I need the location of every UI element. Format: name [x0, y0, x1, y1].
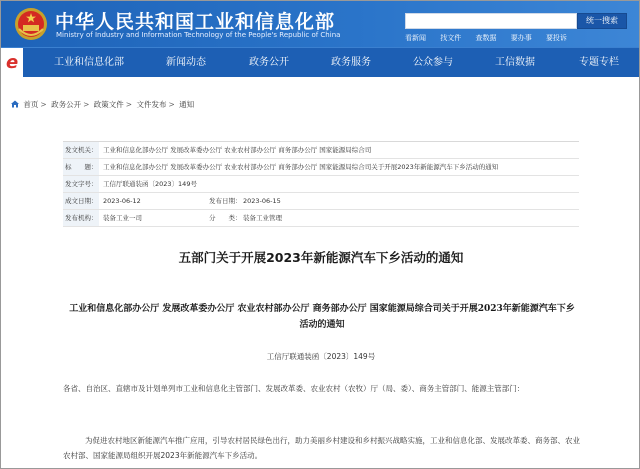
- breadcrumb-file-release[interactable]: 文件发布: [136, 100, 167, 109]
- nav-item-participation[interactable]: 公众参与: [413, 57, 453, 68]
- nav-item-news[interactable]: 新闻动态: [166, 57, 206, 68]
- info-label: 发布日期：: [209, 197, 242, 205]
- e-logo-icon: e: [6, 52, 19, 73]
- breadcrumb-separator: >: [40, 100, 47, 109]
- nav-item-miit[interactable]: 工业和信息化部: [54, 57, 124, 68]
- info-value: 工业和信息化部办公厅 发展改革委办公厅 农业农村部办公厅 商务部办公厅 国家能源局综合司关于开展2023年新能源汽车下乡活动的通知: [103, 163, 499, 171]
- info-value: 装备工业管理: [243, 214, 282, 222]
- info-label: 成文日期：: [63, 193, 99, 209]
- document-heading: 工业和信息化部办公厅 发展改革委办公厅 农业农村部办公厅 商务部办公厅 国家能源局综合司关于开展2023年新能源汽车下乡活动的通知: [69, 304, 575, 330]
- breadcrumb-separator: >: [83, 100, 90, 109]
- nav-item-data[interactable]: 工信数据: [495, 57, 535, 68]
- document-info-table: [63, 141, 579, 227]
- site-title: 中华人民共和国工业和信息化部: [55, 11, 336, 33]
- breadcrumb: [11, 99, 194, 110]
- info-label: 发布机构：: [63, 210, 99, 226]
- main-nav: [1, 47, 640, 77]
- nav-item-gov-service[interactable]: 政务服务: [331, 57, 371, 68]
- info-row-issuer: [63, 142, 579, 159]
- breadcrumb-policy[interactable]: 政策文件: [93, 100, 124, 109]
- paragraph-recipients: 各省、自治区、直辖市及计划单列市工业和信息化主管部门、发展改革委、农业农村（农牧）厅（局、委）、商务主管部门、能源主管部门：: [63, 384, 525, 393]
- paragraph-body: 为促进农村地区新能源汽车推广应用，引导农村居民绿色出行，助力美丽乡村建设和乡村振兴战略实施，工业和信息化部、发展改革委、商务部、农业农村部、国家能源局组织开展2023年新能源汽车下乡活动。: [63, 436, 580, 460]
- breadcrumb-separator: >: [168, 100, 175, 109]
- breadcrumb-gov-open[interactable]: 政务公开: [51, 100, 82, 109]
- nav-item-gov-open[interactable]: 政务公开: [249, 57, 289, 68]
- home-icon: [11, 100, 19, 108]
- info-row-dates: [63, 193, 579, 210]
- site-header: [1, 1, 640, 47]
- article-title: 五部门关于开展2023年新能源汽车下乡活动的通知: [178, 250, 464, 265]
- info-value: 工业和信息化部办公厅 发展改革委办公厅 农业农村部办公厅 商务部办公厅 国家能源局综合司: [103, 146, 372, 154]
- info-value: 2023-06-12: [103, 197, 141, 205]
- site-title-english: Ministry of Industry and Information Technology of the People's Republic of China: [56, 31, 341, 39]
- quicklink-data[interactable]: 查数据: [475, 34, 497, 42]
- quicklink-files[interactable]: 找文件: [440, 34, 462, 42]
- quicklink-news[interactable]: 看新闻: [405, 34, 426, 42]
- national-emblem-icon: [13, 5, 49, 43]
- breadcrumb-home[interactable]: 首页: [23, 100, 39, 109]
- breadcrumb-notice[interactable]: 通知: [179, 100, 195, 109]
- info-label: 发文字号：: [63, 176, 99, 192]
- info-value: 工信厅联通装函〔2023〕149号: [103, 180, 197, 188]
- info-value: 2023-06-15: [243, 197, 281, 205]
- quicklink-services[interactable]: 要办事: [510, 34, 532, 42]
- document-number: 工信厅联通装函〔2023〕149号: [266, 352, 376, 361]
- info-label: 分 类：: [209, 214, 242, 222]
- breadcrumb-separator: >: [125, 100, 133, 109]
- search-input[interactable]: [405, 13, 577, 29]
- nav-item-topics[interactable]: 专题专栏: [579, 57, 619, 68]
- info-label: 发文机关：: [63, 142, 99, 158]
- info-row-agency: [63, 210, 579, 227]
- nav-logo[interactable]: [1, 48, 23, 78]
- info-label: 标 题：: [63, 159, 99, 175]
- quick-links: [405, 33, 579, 43]
- info-value: 装备工业一司: [103, 214, 142, 222]
- search-button[interactable]: 统一搜索: [577, 13, 627, 29]
- info-row-title: [63, 159, 579, 176]
- quicklink-complaints[interactable]: 要投诉: [545, 34, 567, 42]
- info-row-doc-number: [63, 176, 579, 193]
